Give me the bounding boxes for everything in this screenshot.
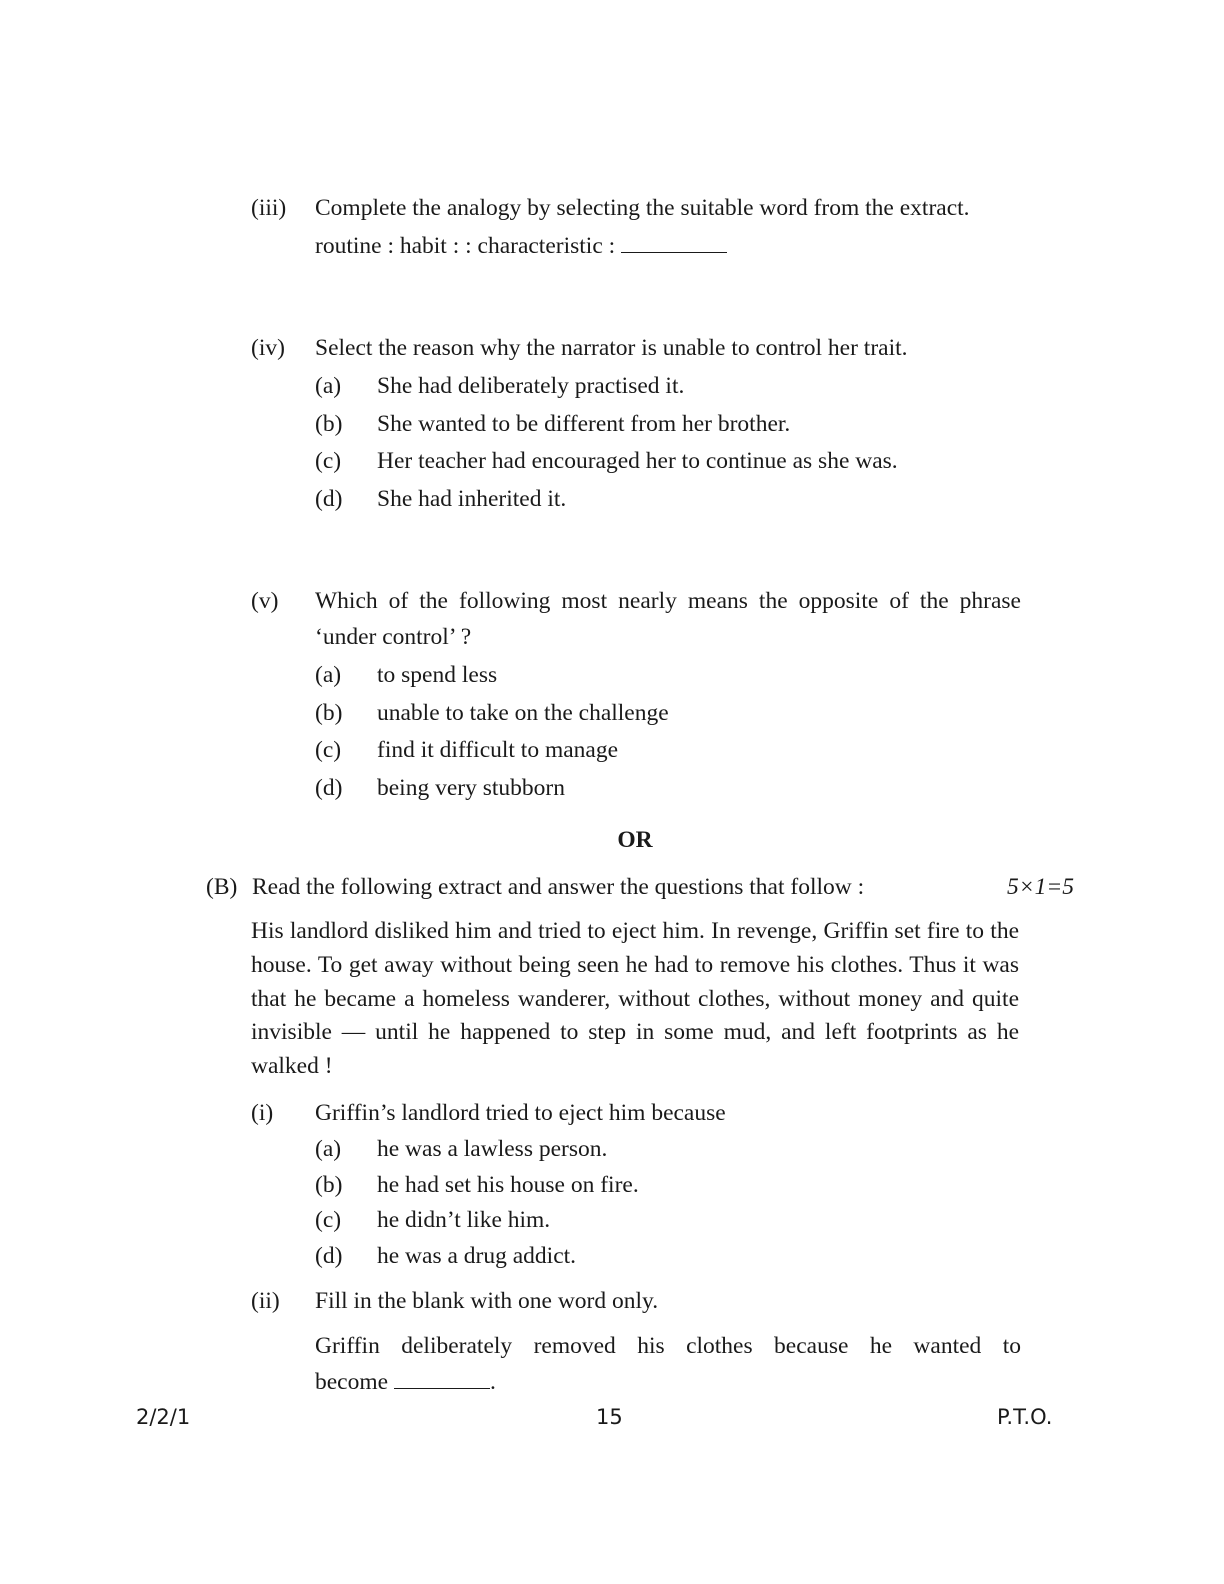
section-b-question-ii: [251, 1283, 1021, 1400]
option-label: (c): [315, 448, 342, 475]
page-number: 15: [596, 1405, 623, 1429]
option-text: being very stubborn: [377, 775, 565, 802]
option-label: (d): [315, 1242, 343, 1269]
option-text: he didn’t like him.: [377, 1207, 551, 1233]
sentence-line-1: Griffin deliberately removed his clothes because he wanted to: [315, 1333, 1021, 1359]
option-label: (b): [315, 1171, 343, 1198]
section-b-question-i: [251, 1095, 1021, 1273]
option-label: (b): [315, 410, 343, 437]
option-a[interactable]: [315, 368, 1021, 406]
option-text: he was a drug addict.: [377, 1242, 577, 1269]
question-text: Complete the analogy by selecting the suitable word from the extract.: [315, 195, 970, 221]
question-text: Select the reason why the narrator is unable to control her trait.: [315, 335, 908, 361]
question-v: [251, 583, 1021, 808]
question-iv: [251, 330, 1021, 519]
option-text: She had deliberately practised it.: [377, 373, 685, 399]
question-iii: [251, 190, 1021, 264]
please-turn-over: P.T.O.: [997, 1405, 1053, 1429]
sentence-suffix: .: [489, 1369, 496, 1395]
option-text: find it difficult to manage: [377, 737, 619, 764]
question-text: Fill in the blank with one word only.: [315, 1288, 659, 1314]
option-b[interactable]: [315, 695, 1021, 733]
option-text: She had inherited it.: [377, 486, 567, 513]
analogy-line: [315, 228, 1021, 264]
question-text: Which of the following most nearly means the opposite of the phrase ‘under control’ ?: [315, 588, 1021, 650]
question-text: Griffin’s landlord tried to eject him because: [315, 1100, 726, 1126]
option-label: (c): [315, 1207, 342, 1233]
option-label: (a): [315, 1136, 342, 1162]
question-number: (iv): [251, 335, 285, 361]
option-d[interactable]: [315, 770, 1021, 808]
question-number: (v): [251, 588, 279, 614]
extract-passage: [251, 915, 1019, 1084]
sentence-prefix: become: [315, 1369, 389, 1395]
option-b[interactable]: [315, 406, 1021, 444]
option-label: (c): [315, 737, 342, 764]
option-text: unable to take on the challenge: [377, 699, 669, 726]
answer-blank[interactable]: [621, 230, 727, 253]
option-text: to spend less: [377, 662, 498, 688]
extract-text: His landlord disliked him and tried to eject him. In revenge, Griffin set fire to the house. To get away without being seen he had to remove his clothes. Thus it was that he became a homeless wanderer, without clothes, without money and quite invisible — until he happened to step in some mud, and left footprints as he walked !: [251, 918, 1019, 1080]
option-label: (a): [315, 373, 342, 399]
option-text: he had set his house on fire.: [377, 1171, 639, 1198]
paper-code: 2/2/1: [136, 1405, 191, 1429]
option-c[interactable]: [315, 732, 1021, 770]
option-label: (b): [315, 699, 343, 726]
option-d[interactable]: [315, 481, 1021, 519]
analogy-text: routine : habit : : characteristic :: [315, 233, 616, 259]
option-d[interactable]: [315, 1238, 1021, 1274]
option-text: Her teacher had encouraged her to continue as she was.: [377, 448, 898, 475]
option-a[interactable]: [315, 657, 1021, 695]
option-text: She wanted to be different from her brother.: [377, 410, 791, 437]
or-divider: OR: [617, 827, 653, 853]
option-text: he was a lawless person.: [377, 1136, 608, 1162]
section-instruction: Read the following extract and answer the questions that follow :: [252, 874, 865, 900]
question-number: (iii): [251, 195, 287, 221]
marks-allocation: 5×1=5: [1007, 874, 1074, 900]
section-label: (B): [206, 874, 238, 900]
sentence-line-2: [315, 1364, 1021, 1400]
option-label: (d): [315, 775, 343, 802]
question-number: (ii): [251, 1288, 280, 1314]
option-label: (d): [315, 486, 343, 513]
option-b[interactable]: [315, 1167, 1021, 1203]
option-c[interactable]: [315, 443, 1021, 481]
question-number: (i): [251, 1100, 274, 1126]
option-label: (a): [315, 662, 342, 688]
option-a[interactable]: [315, 1131, 1021, 1167]
answer-blank[interactable]: [394, 1366, 490, 1389]
option-c[interactable]: [315, 1202, 1021, 1238]
